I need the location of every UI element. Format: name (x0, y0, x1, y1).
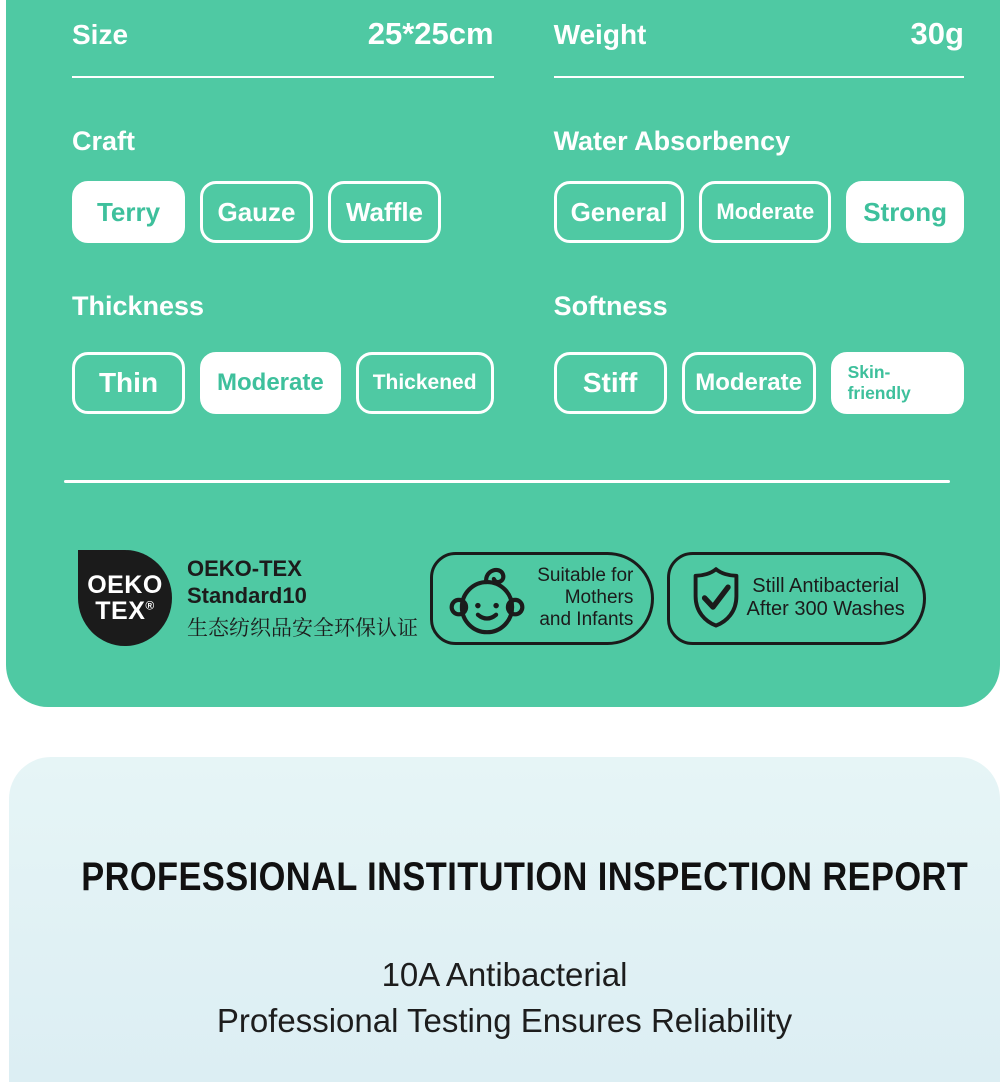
thickness-group-label: Thickness (72, 291, 205, 321)
shield-check-icon (686, 564, 746, 632)
option-absorbency-moderate[interactable]: Moderate (699, 181, 831, 243)
baby-face-icon (449, 558, 525, 638)
report-title: PROFESSIONAL INSTITUTION INSPECTION REPORT (81, 855, 969, 899)
size-spec-row (72, 12, 494, 78)
report-line-testing: Professional Testing Ensures Reliability (216, 1002, 793, 1039)
craft-group-label: Craft (72, 126, 136, 156)
antibacterial-badge (667, 552, 926, 645)
water-absorbency-group-label: Water Absorbency (553, 126, 791, 156)
weight-label: Weight (553, 19, 647, 50)
oeko-standard-title: OEKO-TEX Standard10 (187, 555, 307, 608)
badge-line: and Infants (539, 609, 634, 631)
report-lines (9, 952, 1000, 1044)
antibacterial-badge-text (746, 575, 905, 622)
product-spec-card (6, 0, 1000, 707)
badge-line: After 300 Washes (746, 598, 905, 620)
spec-column-right (554, 12, 964, 414)
option-general[interactable]: General (554, 181, 685, 243)
mother-infant-badge-text (525, 565, 634, 632)
spec-grid (72, 12, 964, 414)
oeko-logo-line2: TEX® (95, 597, 155, 625)
oeko-tex-logo (78, 550, 172, 646)
spec-column-left (72, 12, 494, 414)
option-stiff[interactable]: Stiff (554, 352, 667, 414)
option-thickness-moderate[interactable]: Moderate (200, 352, 341, 414)
mother-infant-badge (430, 552, 655, 645)
oeko-standard-subtitle: 生态纺织品安全环保认证 (187, 616, 418, 640)
thickness-options (72, 352, 494, 414)
oeko-logo-line1: OEKO (87, 571, 163, 599)
option-thickened[interactable]: Thickened (356, 352, 494, 414)
water-absorbency-options (554, 181, 964, 243)
certification-badges (78, 550, 926, 646)
softness-group-label: Softness (553, 291, 668, 321)
option-gauze[interactable]: Gauze (200, 181, 313, 243)
oeko-tex-caption (187, 555, 419, 642)
option-terry[interactable]: Terry (72, 181, 185, 243)
weight-value: 30g (910, 16, 964, 51)
option-strong[interactable]: Strong (846, 181, 964, 243)
badge-line: Mothers (564, 586, 634, 608)
inspection-report-section (9, 757, 1000, 1082)
size-value: 25*25cm (367, 16, 494, 51)
weight-spec-row (554, 12, 964, 78)
badge-line: Still Antibacterial (752, 574, 900, 597)
option-waffle[interactable]: Waffle (328, 181, 441, 243)
option-softness-moderate[interactable]: Moderate (682, 352, 816, 414)
badge-line: Suitable for (537, 564, 634, 586)
section-divider (64, 480, 950, 483)
option-skin-friendly[interactable]: Skin-friendly (831, 352, 964, 414)
craft-options (72, 181, 494, 243)
report-title-wrap (9, 855, 1000, 900)
option-thin[interactable]: Thin (72, 352, 185, 414)
report-line-antibacterial: 10A Antibacterial (381, 956, 628, 993)
size-label: Size (72, 19, 129, 50)
softness-options (554, 352, 964, 414)
registered-mark: ® (145, 598, 155, 613)
